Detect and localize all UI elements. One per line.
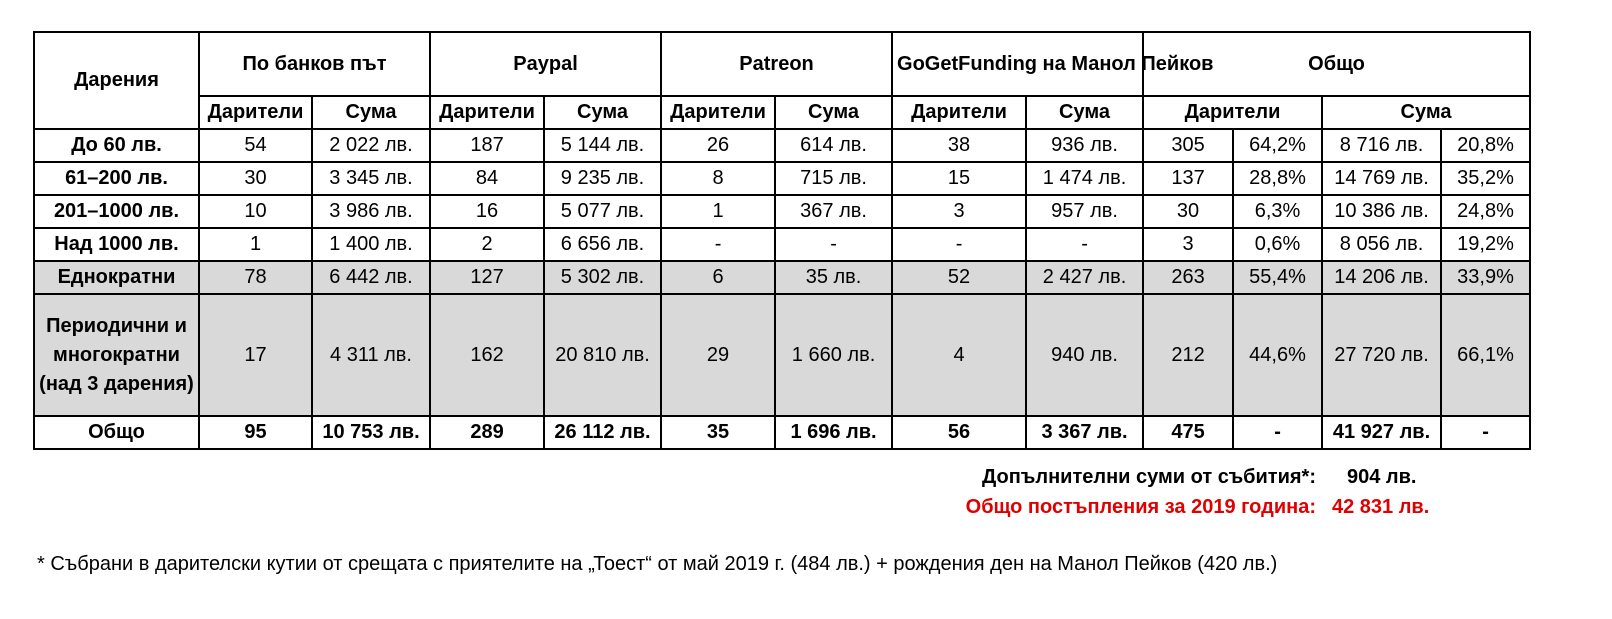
row-label: Периодични и многократни (над 3 дарения) [34, 294, 199, 416]
table-cell: 475 [1143, 416, 1233, 449]
table-cell: 127 [430, 261, 544, 294]
row-label: 201–1000 лв. [34, 195, 199, 228]
table-cell: 10 [199, 195, 312, 228]
table-cell: 20 810 лв. [544, 294, 661, 416]
table-cell: 10 753 лв. [312, 416, 430, 449]
table-row [34, 162, 1530, 195]
table-cell: 8 056 лв. [1322, 228, 1441, 261]
table-cell: 38 [892, 129, 1026, 162]
table-cell: 3 [892, 195, 1026, 228]
row-label: 61–200 лв. [34, 162, 199, 195]
extra-events-value: 904 лв. [1347, 466, 1417, 488]
table-cell: 212 [1143, 294, 1233, 416]
table-cell: 30 [1143, 195, 1233, 228]
table-cell: 9 235 лв. [544, 162, 661, 195]
table-cell: 26 [661, 129, 775, 162]
grand-total-line [0, 496, 1612, 526]
table-row [34, 294, 1530, 416]
table-cell: 19,2% [1441, 228, 1530, 261]
sub-header-amount: Сума [1322, 96, 1530, 129]
table-cell: 6 442 лв. [312, 261, 430, 294]
table-cell: 3 367 лв. [1026, 416, 1143, 449]
table-cell: 35 [661, 416, 775, 449]
table-cell: 30 [199, 162, 312, 195]
table-cell: 6 [661, 261, 775, 294]
sub-header-amount: Сума [312, 96, 430, 129]
table-row [34, 261, 1530, 294]
table-cell: 56 [892, 416, 1026, 449]
table-cell: 289 [430, 416, 544, 449]
table-row [34, 195, 1530, 228]
table-cell: 1 400 лв. [312, 228, 430, 261]
sub-header-donors: Дарители [430, 96, 544, 129]
table-cell: 4 311 лв. [312, 294, 430, 416]
table-cell: 14 206 лв. [1322, 261, 1441, 294]
table-cell: 8 716 лв. [1322, 129, 1441, 162]
table-cell: 29 [661, 294, 775, 416]
footnote: * Събрани в дарителски кутии от срещата с приятелите на „Тоест“ от май 2019 г. (484 лв.) + рождения ден на Манол Пейков (420 лв.) [37, 553, 1278, 575]
table-cell: 54 [199, 129, 312, 162]
table-cell: 14 769 лв. [1322, 162, 1441, 195]
table-cell: 64,2% [1233, 129, 1322, 162]
sub-header-donors: Дарители [892, 96, 1026, 129]
table-cell: 66,1% [1441, 294, 1530, 416]
table-cell: - [1026, 228, 1143, 261]
table-cell: - [1441, 416, 1530, 449]
table-cell: 35 лв. [775, 261, 892, 294]
table-cell: 6 656 лв. [544, 228, 661, 261]
table-cell: 8 [661, 162, 775, 195]
table-cell: 614 лв. [775, 129, 892, 162]
extra-events-line [0, 466, 1612, 496]
group-header-gogetfunding: GoGetFunding на Манол Пейков [892, 32, 1143, 96]
table-cell: 3 345 лв. [312, 162, 430, 195]
sub-header-amount: Сума [544, 96, 661, 129]
donations-table [33, 31, 1531, 450]
table-row [34, 228, 1530, 261]
table-cell: 137 [1143, 162, 1233, 195]
table-cell: 41 927 лв. [1322, 416, 1441, 449]
table-cell: - [661, 228, 775, 261]
table-cell: 1 660 лв. [775, 294, 892, 416]
table-cell: - [892, 228, 1026, 261]
table-cell: 5 077 лв. [544, 195, 661, 228]
table-cell: 6,3% [1233, 195, 1322, 228]
row-label: Над 1000 лв. [34, 228, 199, 261]
table-row [34, 416, 1530, 449]
table-cell: 1 [199, 228, 312, 261]
table-cell: 2 [430, 228, 544, 261]
table-cell: 1 474 лв. [1026, 162, 1143, 195]
table-cell: 17 [199, 294, 312, 416]
table-cell: 4 [892, 294, 1026, 416]
table-row [34, 129, 1530, 162]
group-header-patreon: Patreon [661, 32, 892, 96]
table-cell: 16 [430, 195, 544, 228]
table-cell: 78 [199, 261, 312, 294]
grand-total-value: 42 831 лв. [1332, 496, 1430, 518]
group-header-bank: По банков път [199, 32, 430, 96]
table-cell: 28,8% [1233, 162, 1322, 195]
table-cell: 35,2% [1441, 162, 1530, 195]
table-cell: 27 720 лв. [1322, 294, 1441, 416]
row-label: Еднократни [34, 261, 199, 294]
table-cell: 26 112 лв. [544, 416, 661, 449]
table-cell: 162 [430, 294, 544, 416]
table-cell: 5 302 лв. [544, 261, 661, 294]
grand-total-label: Общо постъпления за 2019 година: [965, 496, 1316, 518]
row-label: Общо [34, 416, 199, 449]
row-label: До 60 лв. [34, 129, 199, 162]
group-header-total: Общо [1143, 32, 1530, 96]
table-cell: 187 [430, 129, 544, 162]
table-cell: 44,6% [1233, 294, 1322, 416]
table-cell: 367 лв. [775, 195, 892, 228]
table-cell: 2 427 лв. [1026, 261, 1143, 294]
table-cell: 305 [1143, 129, 1233, 162]
table-cell: 936 лв. [1026, 129, 1143, 162]
table-cell: 15 [892, 162, 1026, 195]
table-cell: 3 [1143, 228, 1233, 261]
extra-events-label: Допълнителни суми от събития*: [982, 466, 1316, 488]
corner-header: Дарения [34, 32, 199, 129]
sub-header-donors: Дарители [661, 96, 775, 129]
table-cell: 52 [892, 261, 1026, 294]
table-cell: 715 лв. [775, 162, 892, 195]
table-cell: - [1233, 416, 1322, 449]
table-cell: 5 144 лв. [544, 129, 661, 162]
table-cell: 33,9% [1441, 261, 1530, 294]
table-cell: 1 696 лв. [775, 416, 892, 449]
sub-header-amount: Сума [775, 96, 892, 129]
group-header-paypal: Paypal [430, 32, 661, 96]
table-cell: 263 [1143, 261, 1233, 294]
table-cell: 10 386 лв. [1322, 195, 1441, 228]
sub-header-donors: Дарители [199, 96, 312, 129]
sub-header-amount: Сума [1026, 96, 1143, 129]
table-cell: 95 [199, 416, 312, 449]
table-cell: - [775, 228, 892, 261]
sub-header-donors: Дарители [1143, 96, 1322, 129]
table-cell: 957 лв. [1026, 195, 1143, 228]
table-cell: 24,8% [1441, 195, 1530, 228]
table-cell: 1 [661, 195, 775, 228]
table-cell: 3 986 лв. [312, 195, 430, 228]
table-cell: 2 022 лв. [312, 129, 430, 162]
table-cell: 940 лв. [1026, 294, 1143, 416]
table-cell: 0,6% [1233, 228, 1322, 261]
table-cell: 55,4% [1233, 261, 1322, 294]
table-cell: 20,8% [1441, 129, 1530, 162]
table-cell: 84 [430, 162, 544, 195]
